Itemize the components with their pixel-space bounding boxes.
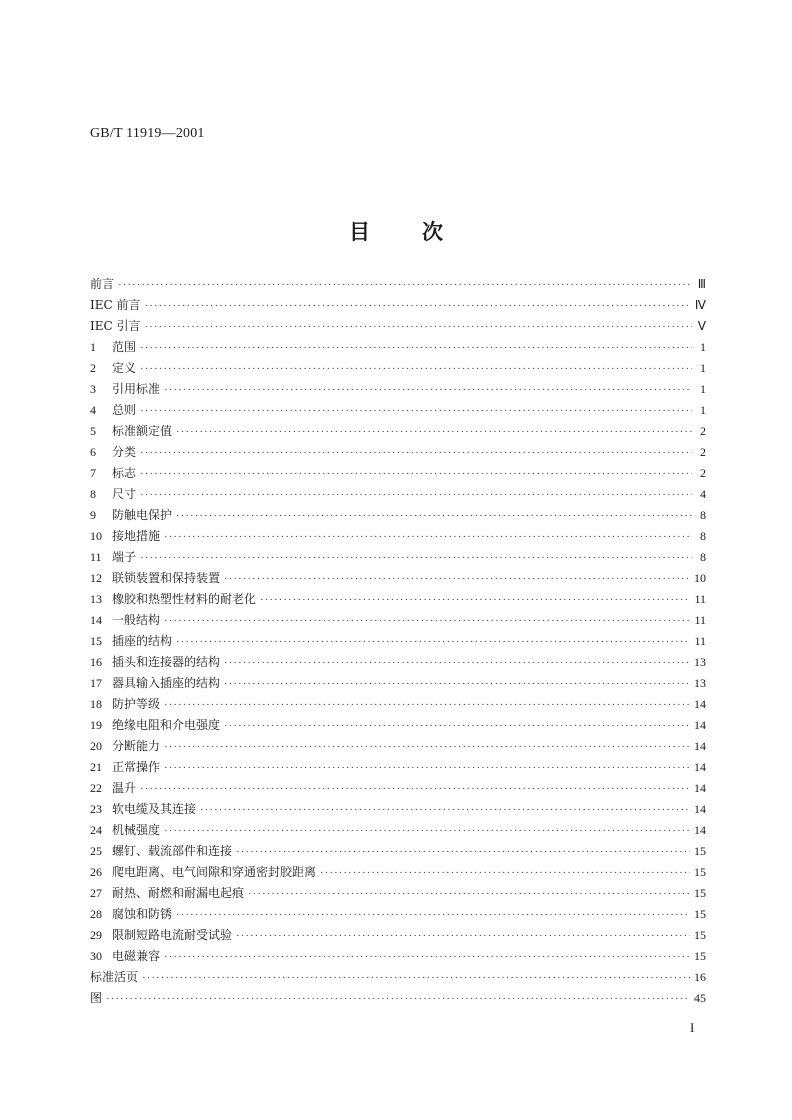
toc-entry[interactable]	[90, 841, 706, 862]
toc-entry[interactable]	[90, 694, 706, 715]
toc-entry-page: 15	[694, 928, 706, 942]
toc-entry-number: 30	[90, 949, 102, 963]
dot-leader	[140, 548, 692, 569]
toc-entry[interactable]	[90, 400, 706, 421]
toc-entry-title: 防护等级	[112, 697, 161, 711]
toc-entry-page: 14	[694, 802, 706, 816]
dot-leader	[164, 947, 690, 968]
toc-entry-title: 端子	[112, 550, 137, 564]
toc-entry-title: 爬电距离、电气间隙和穿通密封胶距离	[112, 865, 317, 879]
toc-entry-page: Ⅳ	[694, 298, 706, 312]
toc-entry-page: Ⅴ	[697, 319, 706, 333]
toc-entry[interactable]	[90, 820, 706, 841]
toc-entry-page: 15	[694, 949, 706, 963]
toc-entry[interactable]	[90, 652, 706, 673]
toc-entry-number: 27	[90, 886, 102, 900]
dot-leader	[145, 296, 691, 317]
toc-entry-page: 1	[700, 361, 706, 375]
toc-entry-title: 插座的结构	[112, 634, 173, 648]
toc-entry-title: 标志	[112, 466, 137, 480]
toc-entry-title: 电磁兼容	[112, 949, 161, 963]
dot-leader	[164, 527, 692, 548]
dot-leader	[142, 968, 690, 989]
toc-entry-title: 器具输入插座的结构	[112, 676, 221, 690]
toc-entry-number: 19	[90, 718, 102, 732]
toc-entry[interactable]	[90, 316, 706, 337]
toc-entry-title: 分断能力	[112, 739, 161, 753]
toc-entry-page: 14	[694, 739, 706, 753]
toc-entry-title: 一般结构	[112, 613, 161, 627]
dot-leader	[164, 380, 692, 401]
dot-leader	[140, 485, 692, 506]
toc-entry[interactable]	[90, 463, 706, 484]
toc-entry-page: 14	[694, 718, 706, 732]
dot-leader	[140, 401, 692, 422]
toc-entry-page: 8	[700, 508, 706, 522]
title-char-2: 次	[422, 220, 443, 244]
toc-entry[interactable]	[90, 778, 706, 799]
toc-entry-page: 45	[694, 991, 706, 1005]
table-of-contents	[90, 274, 706, 1009]
toc-entry-number: 10	[90, 529, 102, 543]
toc-entry-page: 14	[694, 760, 706, 774]
dot-leader	[164, 758, 690, 779]
toc-entry-title: 绝缘电阻和介电强度	[112, 718, 221, 732]
dot-leader	[176, 632, 690, 653]
toc-entry-number: 14	[90, 613, 102, 627]
toc-entry-title: 联锁装置和保持装置	[112, 571, 221, 585]
dot-leader	[140, 464, 692, 485]
toc-entry[interactable]	[90, 442, 706, 463]
dot-leader	[224, 569, 690, 590]
toc-entry-page: 1	[700, 340, 706, 354]
dot-leader	[140, 359, 692, 380]
toc-entry[interactable]	[90, 526, 706, 547]
toc-entry-number: 2	[90, 361, 96, 375]
toc-entry[interactable]	[90, 295, 706, 316]
dot-leader	[140, 779, 690, 800]
toc-entry[interactable]	[90, 421, 706, 442]
dot-leader	[200, 800, 690, 821]
toc-entry-number: 25	[90, 844, 102, 858]
page-title	[0, 216, 792, 246]
toc-entry-page: 11	[694, 613, 706, 627]
toc-entry[interactable]	[90, 610, 706, 631]
dot-leader	[164, 695, 690, 716]
dot-leader	[176, 422, 692, 443]
dot-leader	[320, 863, 690, 884]
toc-entry-page: 15	[694, 907, 706, 921]
toc-entry-title: 橡胶和热塑性材料的耐老化	[112, 592, 257, 606]
toc-entry-number: 20	[90, 739, 102, 753]
toc-entry-page: 13	[694, 655, 706, 669]
toc-entry[interactable]	[90, 379, 706, 400]
toc-entry-page: 15	[694, 886, 706, 900]
dot-leader	[260, 590, 690, 611]
toc-entry[interactable]	[90, 673, 706, 694]
toc-entry-title: 前言	[90, 277, 115, 291]
toc-entry-title: 标准额定值	[112, 424, 173, 438]
dot-leader	[176, 506, 692, 527]
toc-entry-number: 24	[90, 823, 102, 837]
toc-entry-number: 17	[90, 676, 102, 690]
toc-entry-number: 5	[90, 424, 96, 438]
toc-entry-number: 4	[90, 403, 96, 417]
toc-entry-page: 14	[694, 781, 706, 795]
toc-entry-number: 29	[90, 928, 102, 942]
toc-entry-number: 3	[90, 382, 96, 396]
toc-entry-title: 螺钉、载流部件和连接	[112, 844, 233, 858]
toc-entry-number: 7	[90, 466, 96, 480]
toc-entry-page: 1	[700, 382, 706, 396]
toc-entry[interactable]	[90, 715, 706, 736]
toc-entry-number: 23	[90, 802, 102, 816]
toc-entry-page: 2	[700, 424, 706, 438]
toc-entry-number: 28	[90, 907, 102, 921]
dot-leader	[224, 674, 690, 695]
toc-entry-number: 13	[90, 592, 102, 606]
page-number: I	[690, 1020, 695, 1035]
toc-entry-title: 腐蚀和防锈	[112, 907, 173, 921]
toc-entry-title: 温升	[112, 781, 137, 795]
toc-entry-page: 2	[700, 466, 706, 480]
toc-entry-title: 范围	[112, 340, 137, 354]
dot-leader	[248, 884, 690, 905]
toc-entry-title: 耐热、耐燃和耐漏电起痕	[112, 886, 245, 900]
toc-entry[interactable]	[90, 862, 706, 883]
dot-leader	[236, 842, 690, 863]
dot-leader	[224, 716, 690, 737]
toc-entry-title: 限制短路电流耐受试验	[112, 928, 233, 942]
toc-entry-number: 16	[90, 655, 102, 669]
dot-leader	[164, 611, 690, 632]
toc-entry-page: 14	[694, 823, 706, 837]
dot-leader	[236, 926, 690, 947]
toc-entry-title: 软电缆及其连接	[112, 802, 197, 816]
toc-entry-number: 15	[90, 634, 102, 648]
toc-entry-page: 13	[694, 676, 706, 690]
toc-entry[interactable]	[90, 484, 706, 505]
toc-entry-page: 10	[694, 571, 706, 585]
dot-leader	[140, 443, 692, 464]
toc-entry-title: 插头和连接器的结构	[112, 655, 221, 669]
toc-entry-number: 22	[90, 781, 102, 795]
toc-entry[interactable]	[90, 799, 706, 820]
toc-entry-title: IEC 引言	[90, 319, 141, 333]
dot-leader	[224, 653, 690, 674]
toc-entry-number: 8	[90, 487, 96, 501]
toc-entry-page: 14	[694, 697, 706, 711]
toc-entry[interactable]	[90, 988, 706, 1009]
toc-entry-title: 正常操作	[112, 760, 161, 774]
dot-leader	[140, 338, 692, 359]
toc-entry-title: 总则	[112, 403, 137, 417]
toc-entry-number: 9	[90, 508, 96, 522]
toc-entry-page: 1	[700, 403, 706, 417]
toc-entry[interactable]	[90, 883, 706, 904]
toc-entry-title: 定义	[112, 361, 137, 375]
toc-entry-page: 11	[694, 592, 706, 606]
toc-entry-title: 标准活页	[90, 970, 139, 984]
toc-entry-title: IEC 前言	[90, 298, 141, 312]
toc-entry[interactable]	[90, 358, 706, 379]
toc-entry-page: 15	[694, 844, 706, 858]
toc-entry[interactable]	[90, 505, 706, 526]
toc-entry-page: 8	[700, 529, 706, 543]
toc-entry[interactable]	[90, 736, 706, 757]
toc-entry[interactable]	[90, 547, 706, 568]
toc-entry[interactable]	[90, 274, 706, 295]
toc-entry-number: 11	[90, 550, 102, 564]
toc-entry-page: 11	[694, 634, 706, 648]
toc-entry[interactable]	[90, 589, 706, 610]
dot-leader	[145, 317, 693, 338]
dot-leader	[164, 737, 690, 758]
standard-code: GB/T 11919—2001	[90, 126, 205, 141]
toc-entry-title: 接地措施	[112, 529, 161, 543]
toc-entry-number: 1	[90, 340, 96, 354]
toc-entry-number: 21	[90, 760, 102, 774]
toc-entry-title: 机械强度	[112, 823, 161, 837]
toc-entry-page: Ⅲ	[697, 277, 706, 291]
dot-leader	[118, 275, 692, 296]
title-char-1: 目	[349, 220, 370, 244]
toc-entry[interactable]	[90, 568, 706, 589]
toc-entry-number: 6	[90, 445, 96, 459]
toc-entry[interactable]	[90, 946, 706, 967]
toc-entry-page: 16	[694, 970, 706, 984]
toc-entry-title: 防触电保护	[112, 508, 173, 522]
toc-entry-title: 尺寸	[112, 487, 137, 501]
toc-entry-page: 8	[700, 550, 706, 564]
toc-entry[interactable]	[90, 337, 706, 358]
toc-entry[interactable]	[90, 904, 706, 925]
dot-leader	[106, 989, 690, 1010]
dot-leader	[176, 905, 690, 926]
toc-entry[interactable]	[90, 631, 706, 652]
toc-entry-number: 26	[90, 865, 102, 879]
toc-entry-page: 15	[694, 865, 706, 879]
dot-leader	[164, 821, 690, 842]
toc-entry-number: 18	[90, 697, 102, 711]
toc-entry-page: 2	[700, 445, 706, 459]
toc-entry-title: 图	[90, 991, 103, 1005]
toc-entry-title: 引用标准	[112, 382, 161, 396]
toc-entry[interactable]	[90, 757, 706, 778]
toc-entry[interactable]	[90, 967, 706, 988]
toc-entry[interactable]	[90, 925, 706, 946]
toc-entry-number: 12	[90, 571, 102, 585]
toc-entry-title: 分类	[112, 445, 137, 459]
toc-entry-page: 4	[700, 487, 706, 501]
